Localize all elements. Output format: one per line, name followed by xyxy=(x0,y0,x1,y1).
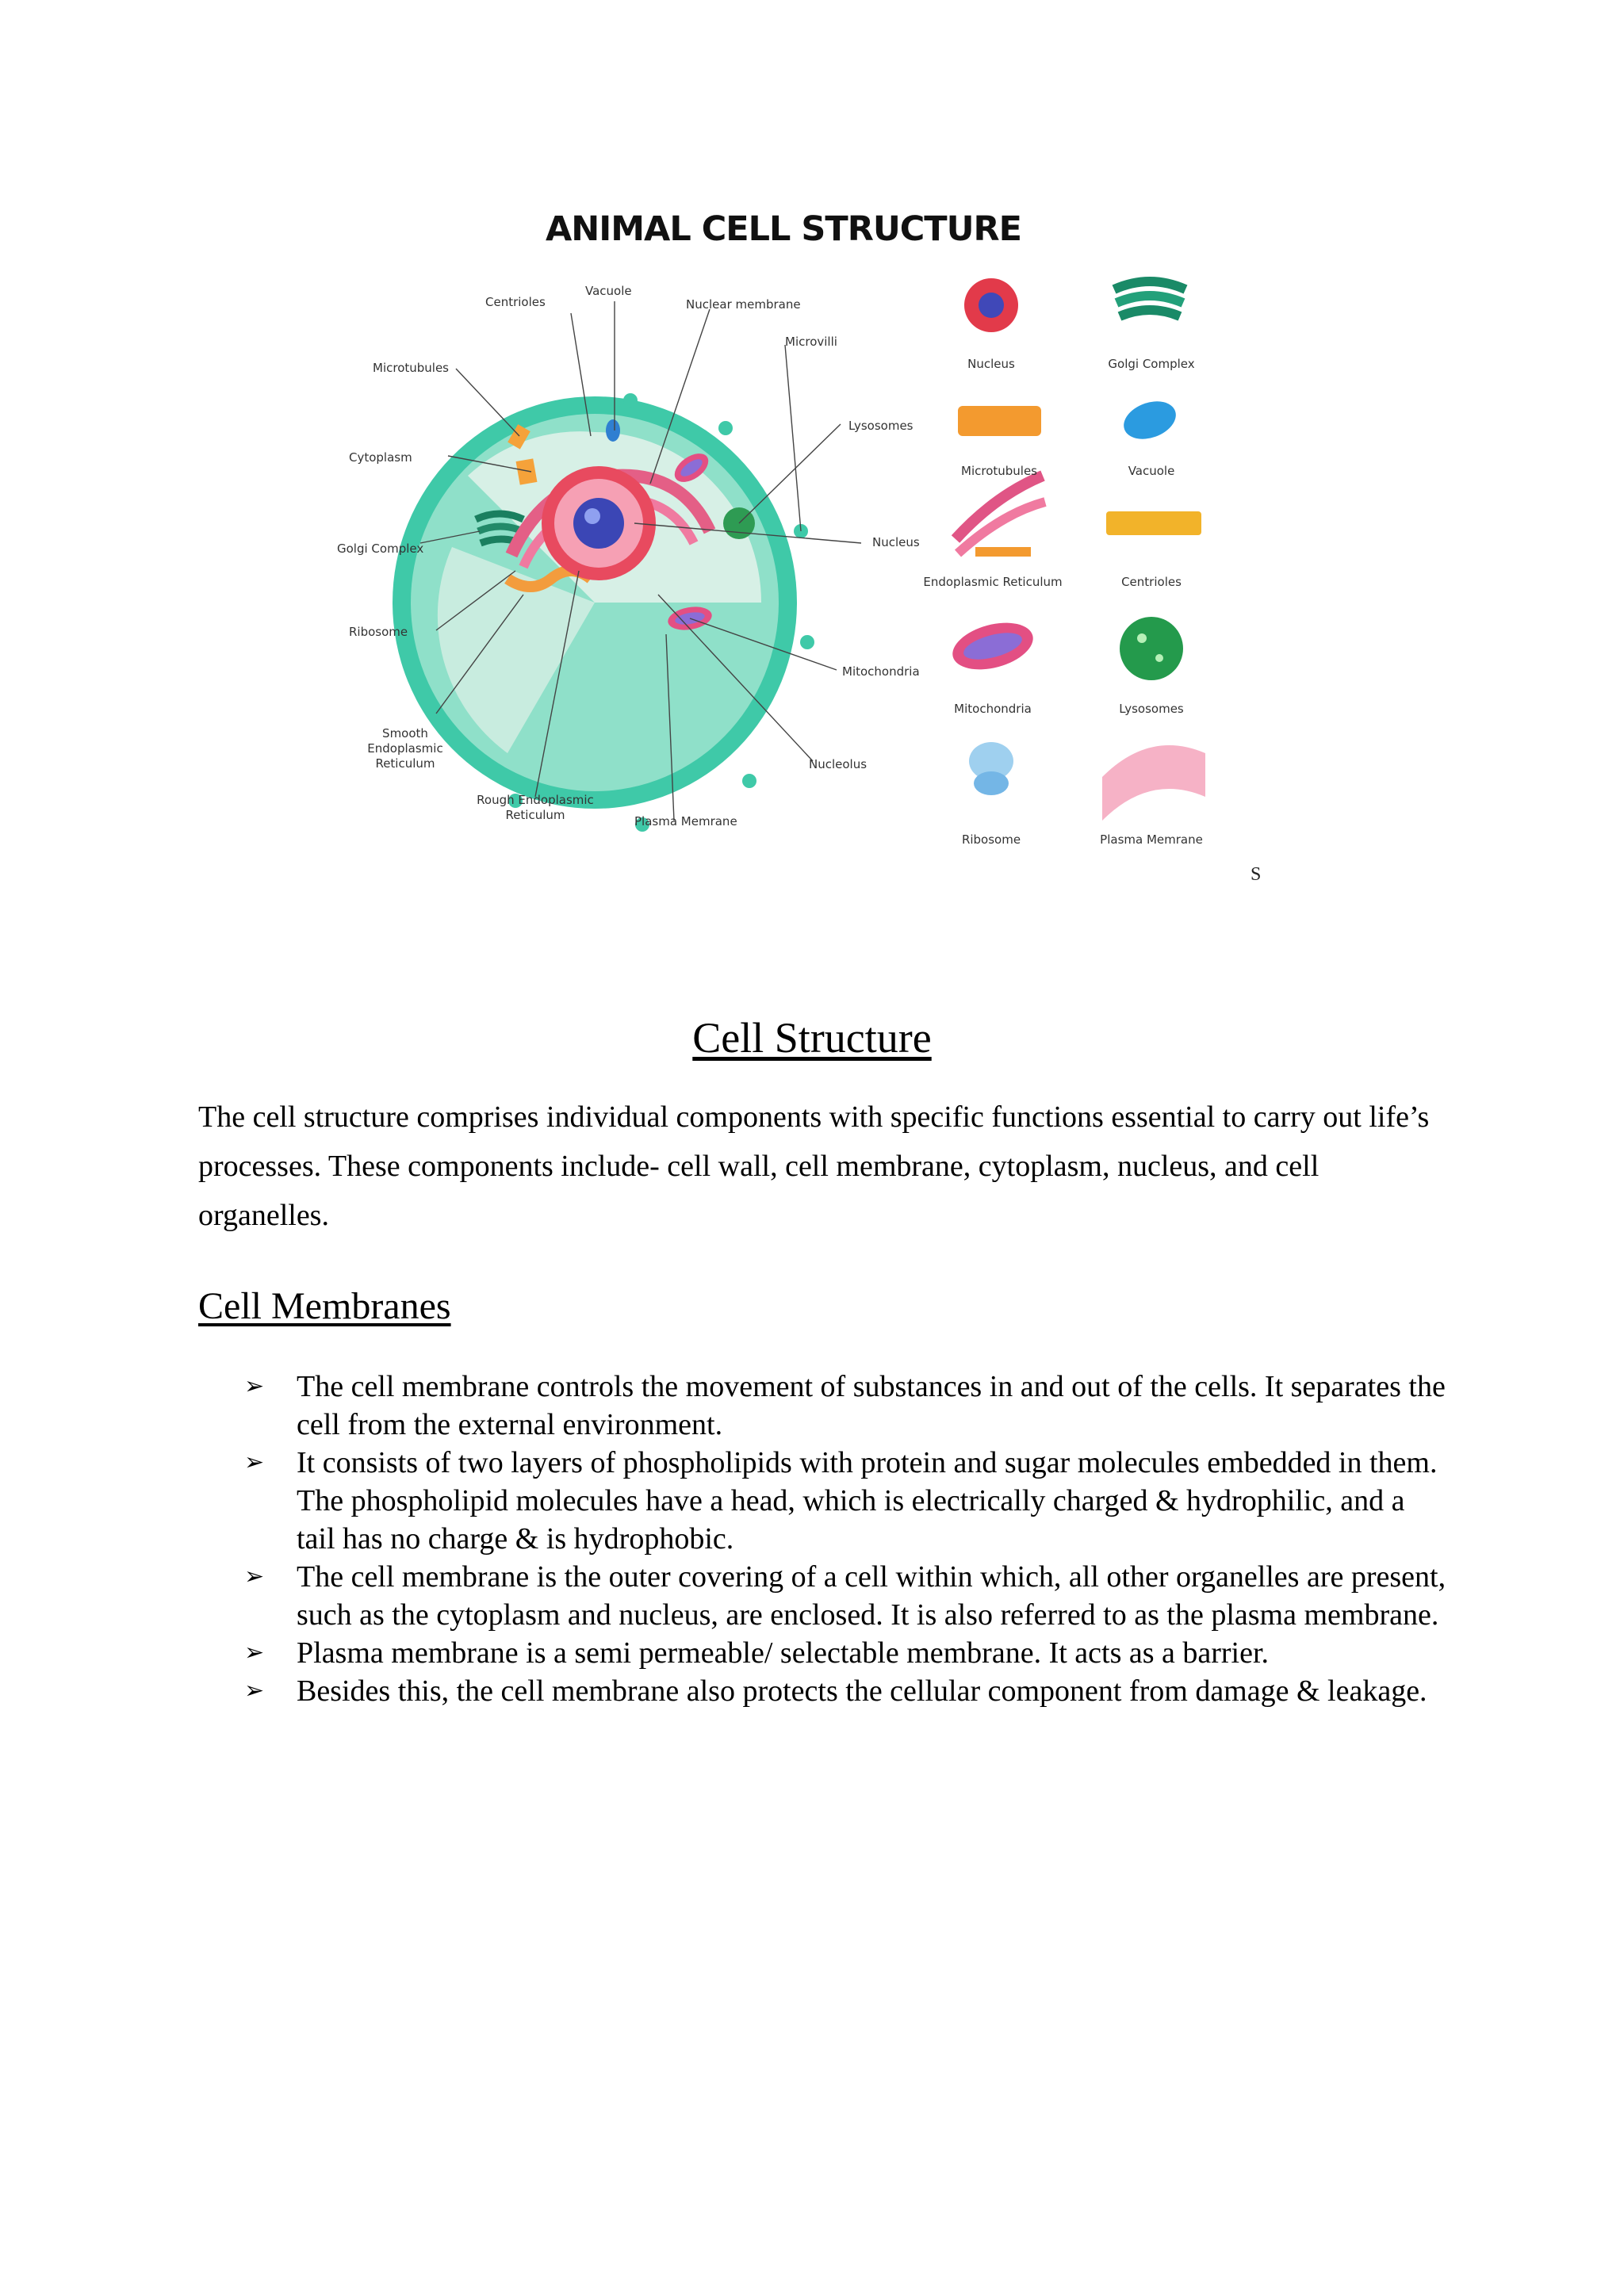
arrow-bullet-icon: ➢ xyxy=(244,1677,265,1705)
centrioles-icon xyxy=(1106,511,1201,535)
endoplasmic-reticulum-icon xyxy=(956,476,1045,557)
figure-title: ANIMAL CELL STRUCTURE xyxy=(546,209,1022,249)
legend-mitochondria: Mitochondria xyxy=(954,702,1032,716)
label-microtubules: Microtubules xyxy=(373,361,449,375)
legend-nucleus: Nucleus xyxy=(967,357,1015,371)
vacuole-icon xyxy=(1119,395,1182,446)
label-nucleolus: Nucleolus xyxy=(809,757,868,771)
label-lysosomes: Lysosomes xyxy=(848,419,914,433)
arrow-bullet-icon: ➢ xyxy=(244,1563,265,1590)
arrow-bullet-icon: ➢ xyxy=(244,1372,265,1400)
list-item xyxy=(244,1672,1450,1710)
legend-centrioles: Centrioles xyxy=(1121,575,1182,589)
page-heading xyxy=(0,1013,1624,1062)
label-nucleus: Nucleus xyxy=(872,535,920,549)
microtubules-icon xyxy=(958,406,1041,436)
legend-endoplasmic-reticulum: Endoplasmic Reticulum xyxy=(923,575,1063,589)
legend-microtubules: Microtubules xyxy=(961,464,1037,478)
list-item-text: Besides this, the cell membrane also protects the cellular component from damage & leakage. xyxy=(297,1674,1427,1708)
label-mitochondria: Mitochondria xyxy=(842,664,920,679)
label-rough-er: Rough Endoplasmic Reticulum xyxy=(477,793,594,822)
stray-mark: S xyxy=(1251,864,1262,885)
label-microvilli: Microvilli xyxy=(785,335,837,349)
intro-paragraph: The cell structure comprises individual components with specific functions essential to carry out life’s processes. These components include- cell wall, cell membrane, cytoplasm, nucleus, and cell organelles. xyxy=(198,1100,1430,1232)
golgi-complex-icon xyxy=(1114,281,1185,316)
arrow-bullet-icon: ➢ xyxy=(244,1639,265,1667)
animal-cell-illustration xyxy=(317,198,1308,912)
label-vacuole: Vacuole xyxy=(585,284,632,298)
arrow-bullet-icon: ➢ xyxy=(244,1448,265,1476)
list-item xyxy=(244,1444,1450,1558)
label-centrioles: Centrioles xyxy=(485,295,546,309)
heading-text: Cell Structure xyxy=(692,1014,932,1062)
list-item-text: Plasma membrane is a semi permeable/ selectable membrane. It acts as a barrier. xyxy=(297,1636,1270,1670)
legend-ribosome: Ribosome xyxy=(961,832,1021,847)
legend-plasma-membrane: Plasma Memrane xyxy=(1100,832,1203,847)
list-item xyxy=(244,1558,1450,1634)
list-item-text: The cell membrane controls the movement of substances in and out of the cells. It separates the cell from the external environment. xyxy=(297,1370,1446,1441)
list-item xyxy=(244,1634,1450,1672)
cell-diagram xyxy=(393,301,861,832)
section-heading: Cell Membranes xyxy=(198,1285,451,1327)
list-item xyxy=(244,1368,1450,1444)
vacuole-diagram-icon xyxy=(606,419,620,442)
label-cytoplasm: Cytoplasm xyxy=(349,450,412,465)
bullet-list xyxy=(244,1368,1450,1710)
animal-cell-figure xyxy=(317,198,1308,912)
label-ribosome: Ribosome xyxy=(349,625,408,639)
list-item-text: The cell membrane is the outer covering of a cell within which, all other organelles are present, such as the cytoplasm and nucleus, are enclosed. It is also referred to as the plasma membrane. xyxy=(297,1560,1446,1632)
label-plasma-membrane: Plasma Memrane xyxy=(634,814,737,828)
label-nuclear-membrane: Nuclear membrane xyxy=(686,297,801,312)
label-smooth-er: Smooth Endoplasmic Reticulum xyxy=(367,726,443,771)
lysosomes-icon xyxy=(1120,617,1183,680)
label-golgi-complex: Golgi Complex xyxy=(337,541,424,556)
plasma-membrane-icon xyxy=(1102,745,1205,821)
legend-vacuole: Vacuole xyxy=(1128,464,1175,478)
legend-lysosomes: Lysosomes xyxy=(1119,702,1184,716)
list-item-text: It consists of two layers of phospholipids with protein and sugar molecules embedded in them. The phospholipid molecules have a head, which is electrically charged & hydrophilic, and a tail has no charge & is hydrophobic. xyxy=(297,1446,1438,1556)
legend-golgi-complex: Golgi Complex xyxy=(1108,357,1195,371)
